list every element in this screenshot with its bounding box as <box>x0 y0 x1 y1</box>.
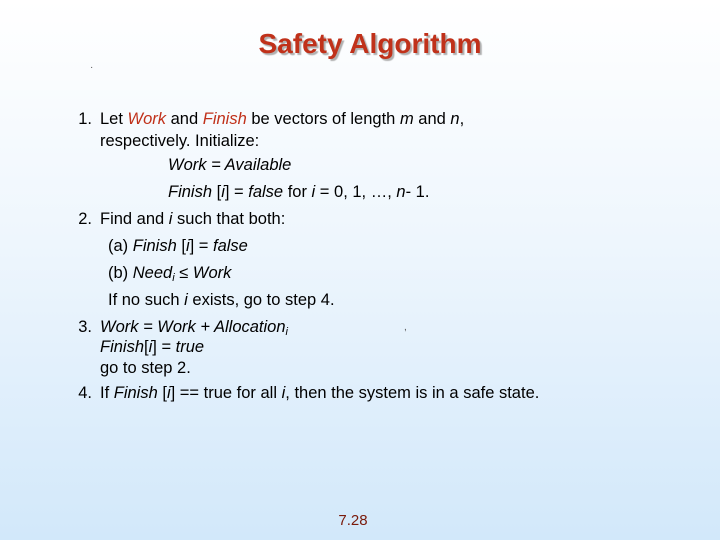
step-1-init-work: Work = Available <box>168 156 292 174</box>
work-term: Work <box>127 110 167 128</box>
step-3-number: 3. <box>78 318 92 336</box>
step-2-number: 2. <box>78 210 92 228</box>
step-2-condition-b: (b) Need$_i$ ≤ Work <box>108 264 232 284</box>
step-2-condition-a: (a) Finish [i] = false <box>108 237 248 255</box>
step-2-line-1: Find and i such that both: <box>100 210 286 228</box>
slide-title: Safety Algorithm <box>258 28 482 59</box>
step-3-line-2: Finish[i] = true <box>100 338 205 356</box>
step-1-line-2: respectively. Initialize: <box>100 132 260 150</box>
finish-term: Finish <box>202 110 247 128</box>
step-3-line-1: Work = Work + Allocation$_i$ <box>100 318 288 338</box>
step-3-line-3: go to step 2. <box>100 359 191 377</box>
step-1-init-finish: Finish [i] = false for i = 0, 1, …, n- 1. <box>168 183 430 201</box>
step-4-line-1: If Finish [i] == true for all i, then the system is in a safe state. <box>100 384 540 402</box>
step-1-number: 1. <box>78 110 92 128</box>
step-2-not-found: If no such i exists, go to step 4. <box>108 291 335 309</box>
stray-dot: · <box>90 62 94 73</box>
stray-mark: , <box>404 322 407 333</box>
step-4-number: 4. <box>78 384 92 402</box>
step-1-line-1: Let Work and Finish be vectors of length m and n, <box>100 110 465 128</box>
page-number: 7.28 <box>338 512 368 529</box>
